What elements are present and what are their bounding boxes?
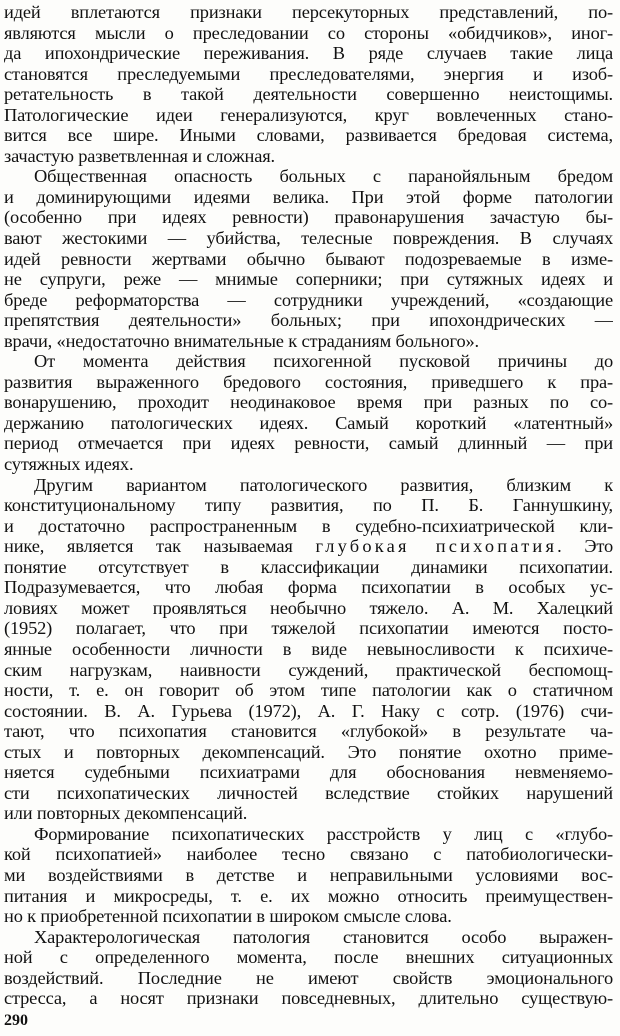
text-line: вонарушению, проходит неодинаковое время при разных по со-	[4, 392, 613, 413]
text-line: тают, что психопатия становится «глубокой» в результате ча-	[4, 721, 613, 742]
text-line: Другим вариантом патологического развития, близким к	[34, 474, 613, 495]
text-line: стресса, а носят признаки повседневных, длительно существую-	[4, 988, 613, 1009]
text-line: конституциональному типу развития, по П. Б. Ганнушкину,	[4, 495, 613, 516]
text-line: (особенно при идеях ревности) правонарушения зачастую бы-	[4, 207, 613, 228]
text-segment: . Это	[557, 536, 613, 557]
text-line: препятствия деятельности» больных; при ипохондрических —	[4, 310, 613, 331]
text-line: Подразумевается, что любая форма психопатии в особых ус-	[4, 577, 613, 598]
text-line: зачастую разветвленная и сложная.	[4, 145, 276, 166]
text-line: становятся преследуемыми преследователями, энергия и изоб-	[4, 63, 613, 84]
text-line: и доминирующими идеями велика. При этой форме патологии	[4, 186, 613, 207]
text-line: стых и повторных декомпенсаций. Это понятие охотно приме-	[4, 741, 613, 762]
body-text	[4, 2, 613, 1009]
text-line: бреде реформаторства — сотрудники учреждений, «создающие	[4, 289, 613, 310]
text-line: ловиях может проявляться необычно тяжело. А. М. Халецкий	[4, 597, 613, 618]
text-segment: нике, является так называемая	[4, 536, 293, 557]
text-line: ности, т. е. он говорит об этом типе патологии как о статичном	[4, 680, 613, 701]
text-line: или повторных декомпенсаций.	[4, 803, 248, 824]
text-line: да ипохондрические переживания. В ряде случаев такие лица	[4, 43, 613, 64]
text-line: ретательность в такой деятельности совершенно неистощимы.	[4, 84, 613, 105]
text-line: (1952) полагает, что при тяжелой психопатии имеются посто-	[4, 618, 613, 639]
text-line: но к приобретенной психопатии в широком смысле слова.	[4, 906, 452, 927]
text-line: ским нагрузкам, наивности суждений, практической беспомощ-	[4, 659, 613, 680]
text-line: идей ревности жертвами обычно бывают подозреваемые в изме-	[4, 248, 613, 269]
text-line: няется судебными психиатрами для обоснования невменяемо-	[4, 762, 613, 783]
text-line: сти психопатических личностей вследствие стойких нарушений	[4, 782, 613, 803]
text-line: понятие отсутствует в классификации динамики психопатии.	[4, 556, 613, 577]
text-line: держанию патологических идеях. Самый короткий «латентный»	[4, 412, 613, 433]
text-line: состоянии. В. А. Гурьева (1972), А. Г. Наку с сотр. (1976) счи-	[4, 700, 613, 721]
text-line: не супруги, реже — мнимые соперники; при сутяжных идеях и	[4, 269, 613, 290]
text-line: Характерологическая патология становится особо выражен-	[34, 926, 613, 947]
text-line: и достаточно распространенным в судебно-психиатрической кли-	[4, 515, 613, 536]
text-line	[4, 536, 613, 557]
text-line: ми воздействиями в детстве и неправильными условиями вос-	[4, 864, 613, 885]
text-line: кой психопатией» наиболее тесно связано с патобиологически-	[4, 844, 613, 865]
page-number: 290	[4, 1012, 28, 1029]
text-line: воздействий. Последние не имеют свойств эмоционального	[4, 967, 613, 988]
text-line: вают жестокими — убийства, телесные повреждения. В случаях	[4, 228, 613, 249]
text-line: Патологические идеи генерализуются, круг вовлеченных стано-	[4, 104, 613, 125]
text-line: От момента действия психогенной пусковой причины до	[34, 351, 613, 372]
text-line: Формирование психопатических расстройств у лиц с «глубо-	[34, 823, 613, 844]
text-line: идей вплетаются признаки персекуторных представлений, по-	[4, 2, 613, 22]
text-line: сутяжных идеях.	[4, 454, 134, 475]
text-line: питания и микросреды, т. е. их можно относить преимуществен-	[4, 885, 613, 906]
text-line: врачи, «недостаточно внимательные к страданиям больного».	[4, 330, 480, 351]
text-line: период отмечается при идеях ревности, самый длинный — при	[4, 433, 613, 454]
text-line: вится все шире. Иными словами, развивается бредовая система,	[4, 125, 613, 146]
text-line: являются мысли о преследовании со стороны «обидчиков», иног-	[4, 22, 613, 43]
text-line: ной с определенного момента, после внешних ситуационных	[4, 947, 613, 968]
text-line: Общественная опасность больных с паранойяльным бредом	[34, 166, 613, 187]
text-line: развития выраженного бредового состояния, приведшего к пра-	[4, 371, 613, 392]
spaced-term: глубокая психопатия	[315, 536, 558, 557]
text-line: янные особенности личности в виде невыносливости к психиче-	[4, 638, 613, 659]
